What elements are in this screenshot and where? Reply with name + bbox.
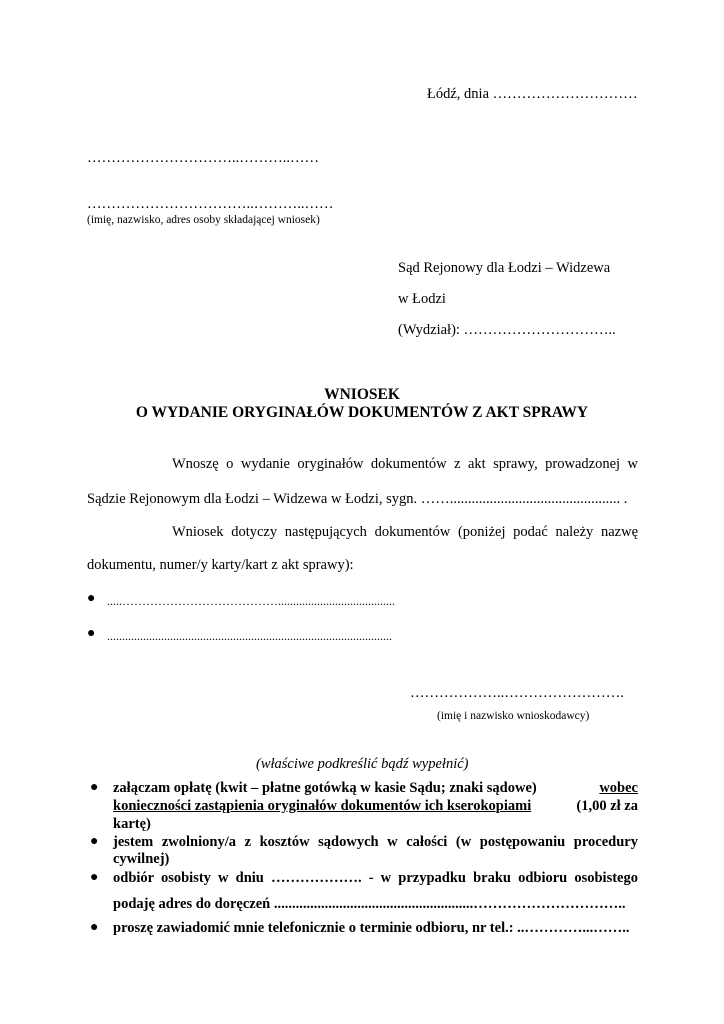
list-item: .....………………………………….......................................	[107, 594, 395, 608]
option-item-3-line-2: podaję adres do doręczeń .......................................................…………………………..	[113, 896, 626, 912]
list-item: ...............................................................................................	[107, 629, 392, 643]
option-item-1-underlined-2: konieczności zastąpienia oryginałów dokumentów ich kserokopiami	[113, 798, 532, 814]
paragraph-2-line-2: dokumentu, numer/y karty/kart z akt sprawy):	[87, 557, 354, 573]
bullet-icon: ●	[90, 920, 99, 935]
sender-dots-line-2: ……………………………..………..……	[87, 196, 334, 212]
paragraph-2-line-1: Wniosek dotyczy następujących dokumentów (poniżej podać należy nazwę	[172, 524, 638, 540]
option-item-1-price: (1,00 zł za	[576, 798, 638, 814]
court-city: w Łodzi	[398, 291, 446, 307]
court-division: (Wydział): …………………………..	[398, 322, 616, 338]
bullet-icon: ●	[90, 780, 99, 795]
option-item-1-line-1	[113, 780, 638, 797]
option-item-4: proszę zawiadomić mnie telefonicznie o terminie odbioru, nr tel.: ..…………...……..	[113, 920, 630, 936]
document-title: WNIOSEK	[324, 386, 400, 403]
option-item-1-line-2	[113, 798, 638, 815]
bullet-icon: ●	[87, 626, 96, 641]
option-item-1-underlined: wobec	[599, 780, 638, 796]
options-instruction: (właściwe podkreślić bądź wypełnić)	[256, 756, 469, 772]
option-item-2-line-2: cywilnej)	[113, 851, 170, 867]
option-item-3-line-1: odbiór osobisty w dniu ………………. - w przypadku braku odbioru osobistego	[113, 870, 638, 886]
sender-caption: (imię, nazwisko, adres osoby składającej wniosek)	[87, 214, 320, 226]
court-name: Sąd Rejonowy dla Łodzi – Widzewa	[398, 260, 611, 276]
bullet-icon: ●	[87, 591, 96, 606]
signature-dots: ………………..…………………….	[410, 685, 624, 701]
paragraph-1-line-1: Wnoszę o wydanie oryginałów dokumentów z akt sprawy, prowadzonej w	[172, 456, 638, 472]
bullet-icon: ●	[90, 870, 99, 885]
document-subtitle: O WYDANIE ORYGINAŁÓW DOKUMENTÓW Z AKT SPRAWY	[135, 404, 589, 421]
bullet-icon: ●	[90, 834, 99, 849]
place-date-line: Łódź, dnia …………………………	[427, 86, 638, 102]
option-item-1-text: załączam opłatę (kwit – płatne gotówką w kasie Sądu; znaki sądowe)	[113, 780, 537, 796]
sender-dots-line-1: …………………………..………..……	[87, 150, 319, 166]
signature-caption: (imię i nazwisko wnioskodawcy)	[437, 710, 590, 722]
paragraph-1-line-2: Sądzie Rejonowym dla Łodzi – Widzewa w Łodzi, sygn. ……............................................... .	[87, 491, 628, 507]
option-item-1-line-3: kartę)	[113, 816, 151, 832]
option-item-2-line-1: jestem zwolniony/a z kosztów sądowych w całości (w postępowaniu procedury	[113, 834, 638, 850]
